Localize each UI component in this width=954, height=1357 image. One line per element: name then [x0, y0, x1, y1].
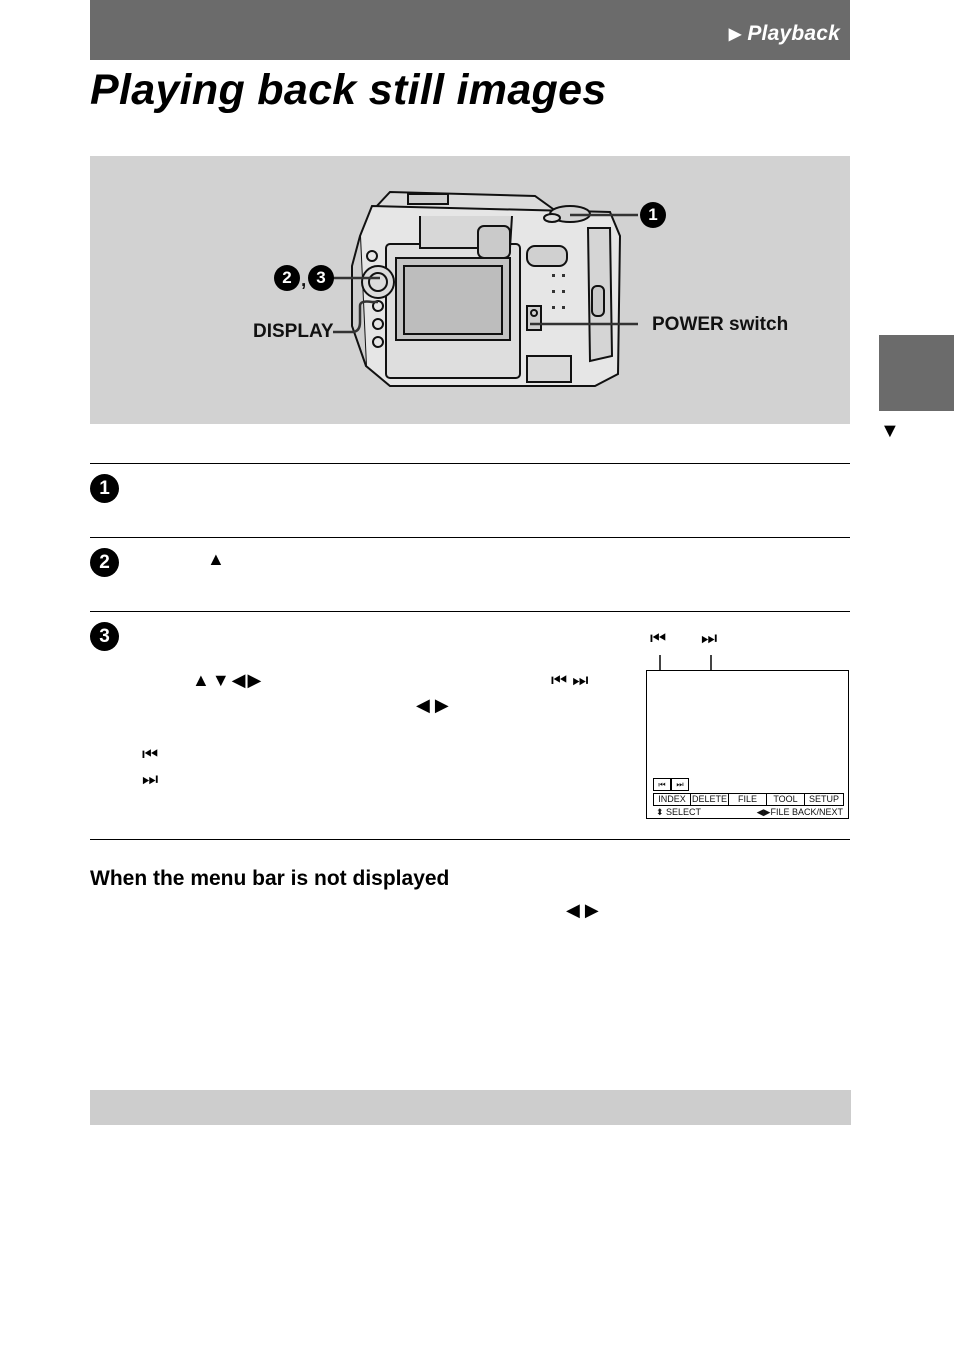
menu-item-index: INDEX [653, 793, 691, 806]
step-divider [90, 537, 850, 538]
left-right-arrows-icon: ◀ ▶ [566, 900, 599, 920]
screen-prev-button: ⏮ [653, 778, 671, 791]
next-image-icon: ⏭ [142, 769, 159, 789]
section-label [729, 22, 840, 46]
subsection-heading: When the menu bar is not displayed [90, 867, 450, 890]
screen-prev-label-icon: ⏮ [650, 628, 667, 648]
screen-next-label-icon: ⏭ [701, 628, 718, 648]
select-hint: ⬍ SELECT [656, 807, 702, 817]
callout-step-2: 2 [274, 265, 300, 291]
callout-comma: , [301, 270, 307, 291]
step-divider [90, 611, 850, 612]
chapter-side-tab [879, 335, 954, 411]
section-header-bar [90, 0, 850, 60]
prev-image-icon: ⏮ [142, 744, 159, 764]
continue-arrow-icon: ▼ [880, 420, 900, 442]
camera-illustration [90, 156, 850, 424]
step-divider [90, 463, 850, 464]
section-name: Playback [747, 22, 840, 45]
page-title: Playing back still images [90, 66, 607, 114]
step-2-number: 2 [90, 548, 119, 577]
camera-illustration-panel [90, 156, 850, 424]
menu-item-setup: SETUP [804, 793, 844, 806]
up-arrow-icon: ▲ [207, 549, 225, 569]
step-3-number: 3 [90, 622, 119, 651]
file-back-next-hint: ◀▶FILE BACK/NEXT [756, 807, 843, 817]
note-bar [90, 1090, 851, 1125]
menu-item-tool: TOOL [766, 793, 805, 806]
menu-item-delete: DELETE [691, 794, 727, 804]
play-arrow-icon: ▶ [728, 26, 742, 43]
step-divider [90, 839, 850, 840]
menu-item-file: FILE [728, 793, 767, 806]
callout-step-3: 3 [308, 265, 334, 291]
menu-screen-illustration [646, 670, 849, 819]
callout-step-1: 1 [640, 202, 666, 228]
power-switch-label: POWER switch [652, 314, 789, 335]
display-button-label: DISPLAY [253, 321, 334, 342]
direction-arrows-icon: ▲▼◀▶ [192, 670, 264, 690]
prev-next-icon: ⏮ ⏭ [551, 670, 589, 690]
step-1-number: 1 [90, 474, 119, 503]
screen-next-button: ⏭ [671, 778, 689, 791]
left-right-arrows-icon: ◀ ▶ [416, 695, 449, 715]
